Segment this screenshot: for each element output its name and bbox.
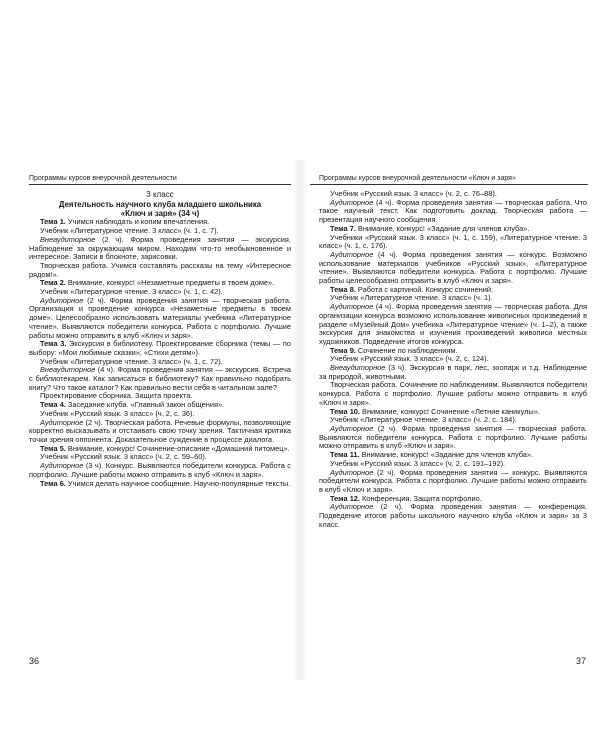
paragraph bbox=[319, 364, 587, 381]
topic-label: Тема 4. bbox=[40, 400, 66, 410]
left-text-column bbox=[29, 190, 291, 488]
right-page bbox=[300, 0, 600, 750]
paragraph bbox=[319, 303, 587, 347]
paragraph bbox=[29, 340, 291, 357]
paragraph-text: Учебники «Русский язык. 3 класс» (ч. 1, с. 159), «Литературное чтение. 3 класс» (ч. 1, с. 176). bbox=[319, 232, 587, 251]
paragraph-text: Внимание, конкурс! «Незаметные предметы в твоем доме». bbox=[65, 278, 275, 288]
topic-label: Тема 7. bbox=[330, 223, 356, 233]
paragraph-text: Учебник «Русский язык. 3 класс» (ч. 2, с. 124). bbox=[330, 354, 489, 364]
paragraph bbox=[29, 297, 291, 341]
club-heading bbox=[29, 200, 291, 218]
paragraph bbox=[319, 425, 587, 451]
paragraph-text: (2 ч). Форма проведения занятия — экскурсия. Наблюдение за окружающим миром. Находим что-то необыкновенное и интересное. Записи в блокноте, зарисовки. bbox=[29, 234, 291, 262]
paragraph-text: Учебник «Литературное чтение. 3 класс» (ч. 1, с. 72). bbox=[40, 356, 223, 366]
paragraph-text: (2 ч). Форма проведения занятия — конференция. Подведение итогов работы школьного научного клуба «Ключ и заря» за 3 класс. bbox=[319, 502, 587, 529]
paragraph-text: Внимание, конкурс! Сочинение «Летние каникулы». bbox=[359, 406, 540, 416]
paragraph-text: Творческая работа. Учимся составлять рассказы на тему «Интересное рядом!». bbox=[29, 260, 291, 279]
paragraph-text: (4 ч). Форма проведения занятия — творческая работа. Для организации конкурса возможно использование живописных произведений в разделе «Музейный Дом» учебника «Литературное чтение» (ч. 1–2), а также экскурсия для знакомства и изучения произведений живописи местных художников. Подведение итогов конкурса. bbox=[319, 302, 587, 346]
paragraph-text: Учебник «Литературное чтение. 3 класс» (ч. 1, с. 7). bbox=[40, 226, 219, 236]
paragraph bbox=[29, 480, 291, 489]
paragraph bbox=[319, 469, 587, 495]
topic-label: Тема 8. bbox=[330, 284, 356, 294]
paragraph-text: (3 ч). Экскурсия в парк, лес, зоопарк и т.д. Наблюдение за природой, животными. bbox=[319, 363, 587, 381]
paragraph-text: Учебник «Русский язык. 3 класс» (ч. 2, с. 36). bbox=[40, 408, 195, 418]
paragraph-text: (4 ч). Форма проведения занятия — творческая работа. Что такое научный текст. Как подготовить доклад. Творческая работа — презентация научного сообщения. bbox=[319, 197, 587, 225]
lesson-type: Внеаудиторное bbox=[330, 363, 386, 373]
paragraph-text: Внимание, конкурс! «Задание для членов клуба». bbox=[355, 223, 530, 233]
paragraph-text: Экскурсия в библиотеку. Проектирование сборника (темы — по выбору: «Мои любимые сказки»; «Стихи детям»). bbox=[29, 339, 292, 357]
paragraph-text: (4 ч). Форма проведения занятия — конкурс. Возможно использование материалов учебников «Русский язык», «Литературное чтение». Выявляются победители конкурса. Работа с портфолио. Лучшие работы целесообразно отправить в клуб «Ключ и заря». bbox=[319, 249, 587, 286]
club-heading-line1: Деятельность научного клуба младшего школьника bbox=[58, 200, 262, 209]
paragraph bbox=[29, 236, 291, 262]
paragraph-text: (2 ч). Форма проведения занятия — творческая работа. Выявляются победители конкурса. Работа с портфолио. Лучшие работы можно отправить в клуб «Ключ и заря». bbox=[319, 423, 587, 451]
paragraph bbox=[29, 419, 291, 445]
topic-label: Тема 1. bbox=[40, 217, 66, 227]
paragraph-text: (2 ч). Форма проведения занятия — конкурс. Выявляются победители конкурса. Работа с портфолио. Лучшие работы можно отправить в клуб «Ключ и заря». bbox=[319, 467, 587, 494]
paragraph bbox=[29, 366, 291, 392]
paragraph-text: Внимание, конкурс! «Задание для членов клуба». bbox=[359, 450, 534, 460]
topic-label: Тема 6. bbox=[40, 478, 66, 488]
page-number: 37 bbox=[576, 656, 587, 666]
running-head: Программы курсов внеурочной деятельности bbox=[29, 175, 177, 182]
topic-label: Тема 5. bbox=[40, 443, 66, 453]
lesson-type: Аудиторное bbox=[330, 423, 374, 433]
paragraph-text: Учимся делать научное сообщение. Научно-популярные тексты. bbox=[65, 478, 291, 488]
paragraph-text: Учебник «Литературное чтение. 3 класс» (ч. 1, с. 42). bbox=[40, 287, 223, 297]
paragraph-text: Проектирование сборника. Защита проекта. bbox=[40, 391, 193, 401]
lesson-type: Внеаудиторное bbox=[40, 234, 96, 244]
paragraph-text: (4 ч). Форма проведения занятия — экскурсия. Встреча с библиотекарем. Как записаться в библиотеку? Как правильно подобрать книгу? Что такое каталог? Как правильно вести себя в читальном зале? bbox=[29, 365, 291, 392]
paragraph bbox=[319, 251, 587, 286]
topic-label: Тема 11. bbox=[330, 450, 360, 460]
topic-label: Тема 2. bbox=[40, 278, 66, 288]
lesson-type: Аудиторное bbox=[40, 417, 84, 427]
paragraph-text: (2 ч). Форма проведения занятия — творческая работа. Организация и проведение конкурса «Незаметные предметы в твоем доме». Целесообразно использовать материалы учебника «Литературное чтение». Выявляются победители конкурса. Работа с портфолио. Лучшие работы можно отправить в клуб «Ключ и заря». bbox=[29, 295, 291, 340]
paragraph bbox=[319, 199, 587, 225]
lesson-type: Аудиторное bbox=[330, 467, 374, 477]
lesson-type: Аудиторное bbox=[330, 197, 374, 207]
paragraph-text: (2 ч). Творческая работа. Речевые формулы, позволяющие корректно высказывать и отстаивать свою точку зрения. Тактичная критика точки зрения оппонента. Доказательное суждение в процессе диалога. bbox=[29, 417, 291, 444]
paragraph-text: Учебник «Литературное чтение. 3 класс» (ч. 1). bbox=[330, 293, 493, 303]
header-rule bbox=[310, 184, 588, 185]
paragraph-text: Учимся наблюдать и копим впечатления. bbox=[65, 217, 210, 227]
paragraph-text: Конференция. Защита портфолио. bbox=[359, 493, 482, 503]
topic-label: Тема 3. bbox=[40, 339, 67, 349]
right-text-column bbox=[319, 190, 587, 529]
paragraph-text: (3 ч). Конкурс. Выявляются победители конкурса. Работа с портфолио. Лучшие работы можно отправить в клуб «Ключ и заря». bbox=[29, 461, 291, 479]
paragraph-text: Учебник «Русский язык. 3 класс» (ч. 2, с. 59–60). bbox=[40, 452, 207, 462]
club-heading-line2: «Ключ и заря» (34 ч) bbox=[120, 209, 200, 219]
paragraph-text: Внимание, конкурс! Сочинение-описание «Домашний питомец». bbox=[65, 443, 290, 453]
paragraph bbox=[29, 462, 291, 479]
lesson-type: Аудиторное bbox=[330, 249, 374, 259]
header-rule bbox=[29, 184, 291, 185]
paragraph-text: Творческая работа. Сочинение по наблюдениям. Выявляются победители конкурса. Работа с портфолио. Лучшие работы можно отправить в клуб «Ключ и заря». bbox=[319, 380, 587, 407]
page-number: 36 bbox=[29, 656, 40, 666]
topic-label: Тема 10. bbox=[330, 406, 360, 416]
lesson-type: Аудиторное bbox=[330, 302, 374, 312]
lesson-type: Аудиторное bbox=[330, 502, 374, 512]
paragraph bbox=[29, 262, 291, 279]
paragraph-text: Заседание клуба. «Главный закон общения». bbox=[65, 400, 225, 410]
paragraph-text: Сочинение по наблюдениям. bbox=[355, 345, 458, 355]
paragraph bbox=[319, 234, 587, 251]
paragraph bbox=[319, 503, 587, 529]
paragraph bbox=[319, 381, 587, 407]
paragraph-text: Работа с картиной. Конкурс сочинений. bbox=[355, 284, 494, 294]
grade-heading: 3 класс bbox=[146, 190, 174, 199]
topic-label: Тема 9. bbox=[330, 345, 356, 355]
paragraph-text: Учебник «Русский язык. 3 класс» (ч. 2, с. 191–192). bbox=[330, 458, 506, 468]
lesson-type: Аудиторное bbox=[40, 295, 84, 305]
lesson-type: Аудиторное bbox=[40, 461, 84, 471]
lesson-type: Внеаудиторное bbox=[40, 365, 96, 375]
running-head: Программы курсов внеурочной деятельности «Ключ и заря» bbox=[319, 175, 516, 182]
paragraph-text: Учебник «Литературное чтение. 3 класс» (ч. 2, с. 184). bbox=[330, 415, 517, 425]
topic-label: Тема 12. bbox=[330, 493, 360, 503]
paragraph-text: Учебник «Русский язык. 3 класс» (ч. 2, с. 76–88). bbox=[330, 189, 497, 198]
